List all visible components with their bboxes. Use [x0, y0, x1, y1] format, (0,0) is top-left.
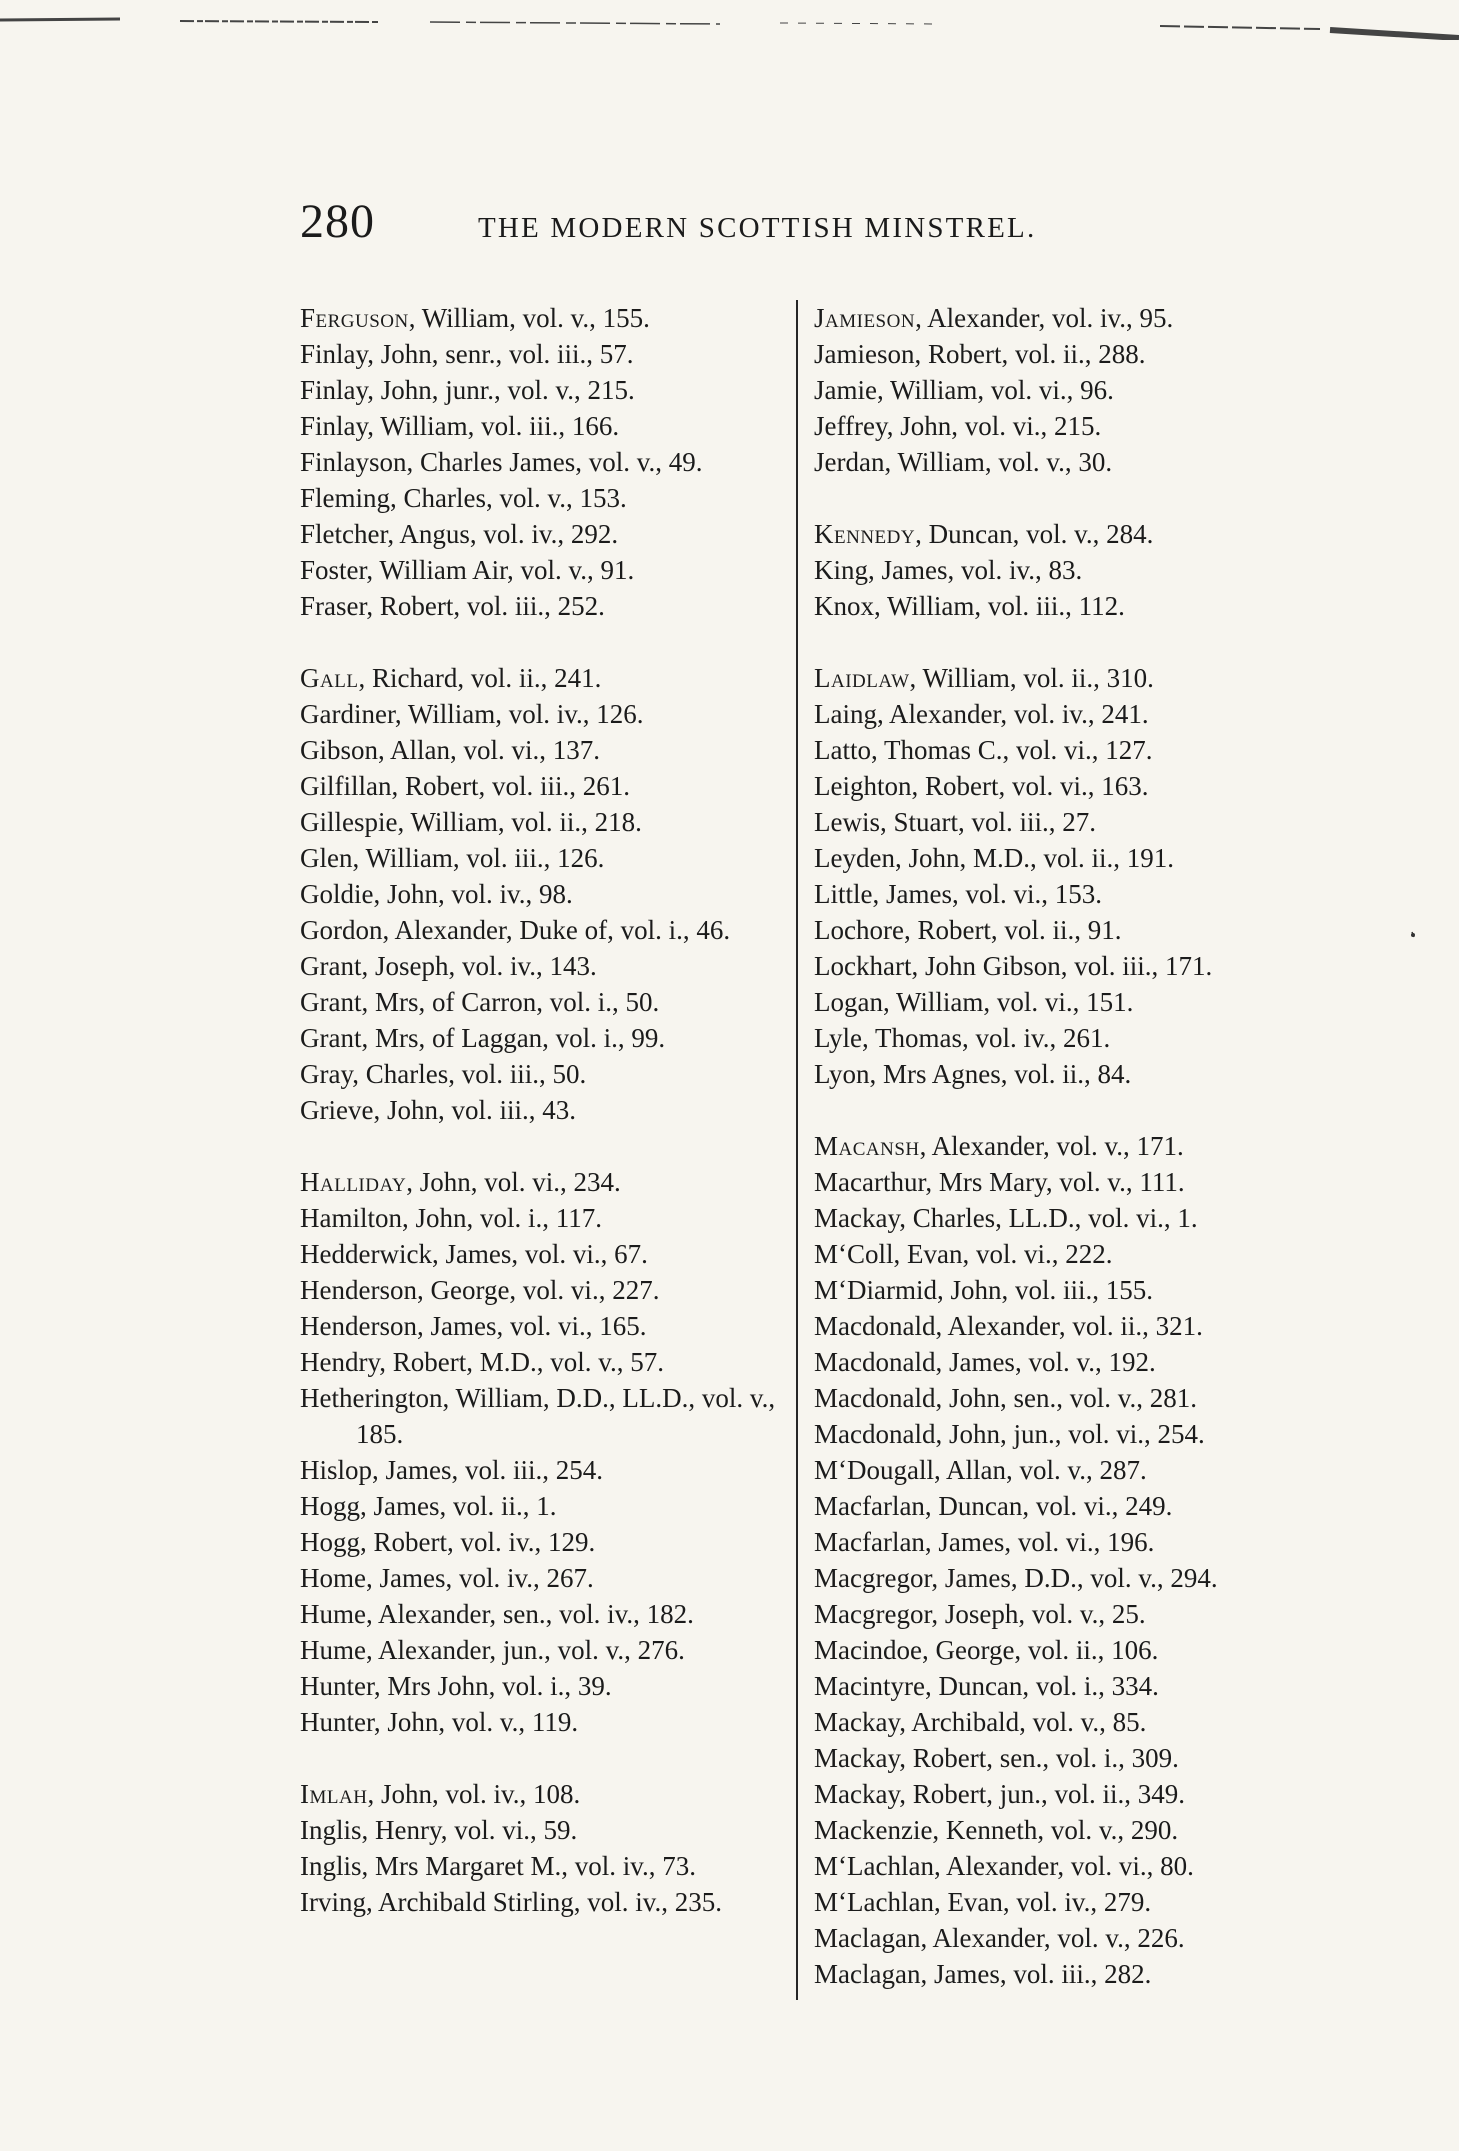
index-entry [300, 696, 790, 732]
index-entry-text: Hogg, Robert, vol. iv., 129. [300, 1527, 596, 1557]
index-entry-text: , Duncan, vol. v., 284. [915, 519, 1154, 549]
index-entry-text: , William, vol. v., 155. [408, 303, 650, 333]
index-entry [300, 1380, 790, 1452]
index-entry [300, 1884, 790, 1920]
index-entry [814, 912, 1324, 948]
index-entry-text: Macfarlan, Duncan, vol. vi., 249. [814, 1491, 1173, 1521]
index-entry-text: M‘Diarmid, John, vol. iii., 155. [814, 1275, 1153, 1305]
index-entry-text: Grieve, John, vol. iii., 43. [300, 1095, 576, 1125]
index-entry-text: Leyden, John, M.D., vol. ii., 191. [814, 843, 1174, 873]
index-entry [814, 1668, 1324, 1704]
index-entry [300, 1164, 790, 1200]
index-entry [300, 480, 790, 516]
index-entry-text: King, James, vol. iv., 83. [814, 555, 1083, 585]
index-entry-text: Henderson, James, vol. vi., 165. [300, 1311, 647, 1341]
index-entry [814, 660, 1324, 696]
index-entry-text: Hume, Alexander, jun., vol. v., 276. [300, 1635, 685, 1665]
index-entry [814, 1920, 1324, 1956]
index-entry [300, 408, 790, 444]
index-entry [300, 804, 790, 840]
index-entry-text: Gray, Charles, vol. iii., 50. [300, 1059, 587, 1089]
index-entry-text: Laing, Alexander, vol. iv., 241. [814, 699, 1149, 729]
index-entry [300, 1344, 790, 1380]
index-entry-text: Gilfillan, Robert, vol. iii., 261. [300, 771, 630, 801]
index-entry-text: Mackay, Charles, LL.D., vol. vi., 1. [814, 1203, 1198, 1233]
index-entry [300, 912, 790, 948]
index-entry-text: , Alexander, vol. v., 171. [919, 1131, 1184, 1161]
index-entry [814, 1452, 1324, 1488]
index-entry [300, 1632, 790, 1668]
index-entry-text: Fleming, Charles, vol. v., 153. [300, 483, 627, 513]
index-entry [814, 1380, 1324, 1416]
index-entry-text: Mackay, Robert, sen., vol. i., 309. [814, 1743, 1179, 1773]
index-entry-text: Irving, Archibald Stirling, vol. iv., 235. [300, 1887, 722, 1917]
index-entry-text: Hume, Alexander, sen., vol. iv., 182. [300, 1599, 694, 1629]
index-entry [814, 1704, 1324, 1740]
index-entry [300, 840, 790, 876]
index-entry [300, 1704, 790, 1740]
index-entry-lead: Kennedy [814, 519, 916, 549]
index-entry-text: Latto, Thomas C., vol. vi., 127. [814, 735, 1153, 765]
index-entry-text: Jerdan, William, vol. v., 30. [814, 447, 1113, 477]
index-entry [814, 804, 1324, 840]
index-entry [300, 732, 790, 768]
index-entry-text: M‘Lachlan, Evan, vol. iv., 279. [814, 1887, 1152, 1917]
index-entry-text: Maclagan, James, vol. iii., 282. [814, 1959, 1152, 1989]
index-entry [300, 1524, 790, 1560]
page-number: 280 [300, 195, 375, 248]
index-entry [814, 552, 1324, 588]
index-entry [300, 552, 790, 588]
index-entry-text: Lyon, Mrs Agnes, vol. ii., 84. [814, 1059, 1132, 1089]
index-entry-lead: Macansh [814, 1131, 920, 1161]
index-entry-text: Home, James, vol. iv., 267. [300, 1563, 594, 1593]
index-entry-text: Lochore, Robert, vol. ii., 91. [814, 915, 1122, 945]
index-entry-text: Goldie, John, vol. iv., 98. [300, 879, 573, 909]
index-entry-text: Gordon, Alexander, Duke of, vol. i., 46. [300, 915, 731, 945]
index-entry-text: Hamilton, John, vol. i., 117. [300, 1203, 602, 1233]
index-entry-text: Finlay, William, vol. iii., 166. [300, 411, 620, 441]
index-entry [814, 1344, 1324, 1380]
index-entry-text: Macfarlan, James, vol. vi., 196. [814, 1527, 1155, 1557]
index-entry [300, 1848, 790, 1884]
index-entry [814, 876, 1324, 912]
index-entry-text: , John, vol. iv., 108. [367, 1779, 581, 1809]
index-entry-text: Foster, William Air, vol. v., 91. [300, 555, 635, 585]
index-entry-text: Macindoe, George, vol. ii., 106. [814, 1635, 1159, 1665]
index-entry [300, 1776, 790, 1812]
index-entry [814, 1488, 1324, 1524]
index-entry [300, 948, 790, 984]
index-entry-text: Macgregor, Joseph, vol. v., 25. [814, 1599, 1146, 1629]
index-entry [814, 984, 1324, 1020]
column-divider [796, 300, 798, 2000]
index-entry-text: Macdonald, James, vol. v., 192. [814, 1347, 1156, 1377]
index-entry-text: Hislop, James, vol. iii., 254. [300, 1455, 603, 1485]
index-entry [300, 336, 790, 372]
index-entry [300, 876, 790, 912]
index-entry-lead: Laidlaw [814, 663, 910, 693]
index-entry-text: Glen, William, vol. iii., 126. [300, 843, 605, 873]
index-entry-text: Fletcher, Angus, vol. iv., 292. [300, 519, 619, 549]
index-entry-text: Macdonald, Alexander, vol. ii., 321. [814, 1311, 1203, 1341]
index-entry [300, 516, 790, 552]
index-entry-text: Mackay, Archibald, vol. v., 85. [814, 1707, 1147, 1737]
index-entry [814, 1596, 1324, 1632]
index-entry [814, 1056, 1324, 1092]
index-entry-text: Lewis, Stuart, vol. iii., 27. [814, 807, 1096, 837]
index-entry [300, 1020, 790, 1056]
index-entry-lead: Halliday [300, 1167, 407, 1197]
index-entry [814, 1128, 1324, 1164]
index-entry-text: Grant, Joseph, vol. iv., 143. [300, 951, 597, 981]
index-entry [300, 1272, 790, 1308]
index-entry-text: Leighton, Robert, vol. vi., 163. [814, 771, 1149, 801]
scan-edge-marks [0, 10, 1459, 40]
index-entry-text: Grant, Mrs, of Laggan, vol. i., 99. [300, 1023, 666, 1053]
index-entry [300, 1200, 790, 1236]
index-entry-text: Gardiner, William, vol. iv., 126. [300, 699, 644, 729]
index-entry [814, 1956, 1324, 1992]
index-entry-text: Mackay, Robert, jun., vol. ii., 349. [814, 1779, 1185, 1809]
index-entry [300, 300, 790, 336]
index-column-left [300, 300, 790, 1920]
index-entry [814, 948, 1324, 984]
index-entry [300, 1452, 790, 1488]
index-entry-text: M‘Coll, Evan, vol. vi., 222. [814, 1239, 1113, 1269]
index-entry [300, 444, 790, 480]
index-entry [300, 1668, 790, 1704]
index-entry-text: Knox, William, vol. iii., 112. [814, 591, 1125, 621]
index-entry-lead: Imlah [300, 1779, 368, 1809]
index-entry-text: Hendry, Robert, M.D., vol. v., 57. [300, 1347, 664, 1377]
index-entry [300, 1596, 790, 1632]
index-entry-text: Henderson, George, vol. vi., 227. [300, 1275, 660, 1305]
index-entry-text: Jamie, William, vol. vi., 96. [814, 375, 1114, 405]
index-entry [814, 1884, 1324, 1920]
index-entry-text: Little, James, vol. vi., 153. [814, 879, 1102, 909]
scan-speck [1408, 820, 1428, 940]
index-entry [814, 336, 1324, 372]
index-entry-text: Macintyre, Duncan, vol. i., 334. [814, 1671, 1159, 1701]
index-entry [814, 732, 1324, 768]
index-entry [814, 1812, 1324, 1848]
index-entry-text: M‘Dougall, Allan, vol. v., 287. [814, 1455, 1147, 1485]
index-entry-text: Grant, Mrs, of Carron, vol. i., 50. [300, 987, 660, 1017]
index-entry-text: Hunter, Mrs John, vol. i., 39. [300, 1671, 612, 1701]
index-entry-text: Lockhart, John Gibson, vol. iii., 171. [814, 951, 1213, 981]
index-entry [300, 768, 790, 804]
index-entry-text: Mackenzie, Kenneth, vol. v., 290. [814, 1815, 1179, 1845]
index-entry-text: Hedderwick, James, vol. vi., 67. [300, 1239, 648, 1269]
index-entry [300, 372, 790, 408]
index-entry [814, 1308, 1324, 1344]
index-entry [814, 840, 1324, 876]
index-entry-text: Macarthur, Mrs Mary, vol. v., 111. [814, 1167, 1185, 1197]
index-entry [814, 372, 1324, 408]
index-entry [300, 1236, 790, 1272]
index-entry-text: Macgregor, James, D.D., vol. v., 294. [814, 1563, 1218, 1593]
index-entry [300, 1560, 790, 1596]
index-entry-text: Macdonald, John, sen., vol. v., 281. [814, 1383, 1197, 1413]
index-entry-text: Lyle, Thomas, vol. iv., 261. [814, 1023, 1111, 1053]
index-entry [814, 1416, 1324, 1452]
index-entry [814, 408, 1324, 444]
index-entry [300, 1812, 790, 1848]
index-entry [300, 1308, 790, 1344]
index-entry-text: Finlay, John, junr., vol. v., 215. [300, 375, 635, 405]
running-head: THE MODERN SCOTTISH MINSTREL. [478, 212, 1037, 244]
index-entry-text: Maclagan, Alexander, vol. v., 226. [814, 1923, 1185, 1953]
index-entry-lead: Ferguson [300, 303, 409, 333]
index-entry [814, 300, 1324, 336]
index-entry [814, 1848, 1324, 1884]
index-entry [814, 1236, 1324, 1272]
index-column-right [814, 300, 1324, 1992]
index-entry [814, 1524, 1324, 1560]
index-entry-text: Inglis, Henry, vol. vi., 59. [300, 1815, 578, 1845]
index-entry-lead: Jamieson [814, 303, 916, 333]
index-entry [300, 588, 790, 624]
index-entry [814, 1632, 1324, 1668]
index-entry-text: Macdonald, John, jun., vol. vi., 254. [814, 1419, 1205, 1449]
index-entry [814, 1164, 1324, 1200]
index-entry [814, 696, 1324, 732]
index-entry [300, 660, 790, 696]
index-entry-text: , Richard, vol. ii., 241. [358, 663, 602, 693]
index-entry-text: Gibson, Allan, vol. vi., 137. [300, 735, 601, 765]
index-entry-text: , John, vol. vi., 234. [406, 1167, 621, 1197]
index-entry [814, 516, 1324, 552]
index-entry [814, 1020, 1324, 1056]
index-entry-text: Finlayson, Charles James, vol. v., 49. [300, 447, 703, 477]
index-entry-text: Logan, William, vol. vi., 151. [814, 987, 1134, 1017]
index-entry-text: Hunter, John, vol. v., 119. [300, 1707, 579, 1737]
index-entry [814, 1200, 1324, 1236]
index-entry-lead: Gall [300, 663, 359, 693]
index-entry-text: , William, vol. ii., 310. [909, 663, 1154, 693]
index-entry [814, 444, 1324, 480]
index-entry [814, 1560, 1324, 1596]
index-entry-text: Hogg, James, vol. ii., 1. [300, 1491, 557, 1521]
index-entry-text: Gillespie, William, vol. ii., 218. [300, 807, 642, 837]
index-entry [814, 768, 1324, 804]
index-entry [814, 588, 1324, 624]
index-entry [814, 1776, 1324, 1812]
index-entry [814, 1740, 1324, 1776]
index-entry [300, 1092, 790, 1128]
index-entry-text: M‘Lachlan, Alexander, vol. vi., 80. [814, 1851, 1194, 1881]
index-entry-text: Fraser, Robert, vol. iii., 252. [300, 591, 605, 621]
index-entry-text: Finlay, John, senr., vol. iii., 57. [300, 339, 634, 369]
index-entry-text: Jamieson, Robert, vol. ii., 288. [814, 339, 1146, 369]
index-entry-text: Inglis, Mrs Margaret M., vol. iv., 73. [300, 1851, 696, 1881]
index-entry [814, 1272, 1324, 1308]
index-entry-text: Hetherington, William, D.D., LL.D., vol. v., 185. [300, 1383, 776, 1449]
index-entry-text: Jeffrey, John, vol. vi., 215. [814, 411, 1102, 441]
index-entry [300, 1488, 790, 1524]
index-entry-text: , Alexander, vol. iv., 95. [915, 303, 1174, 333]
index-entry [300, 1056, 790, 1092]
index-entry [300, 984, 790, 1020]
